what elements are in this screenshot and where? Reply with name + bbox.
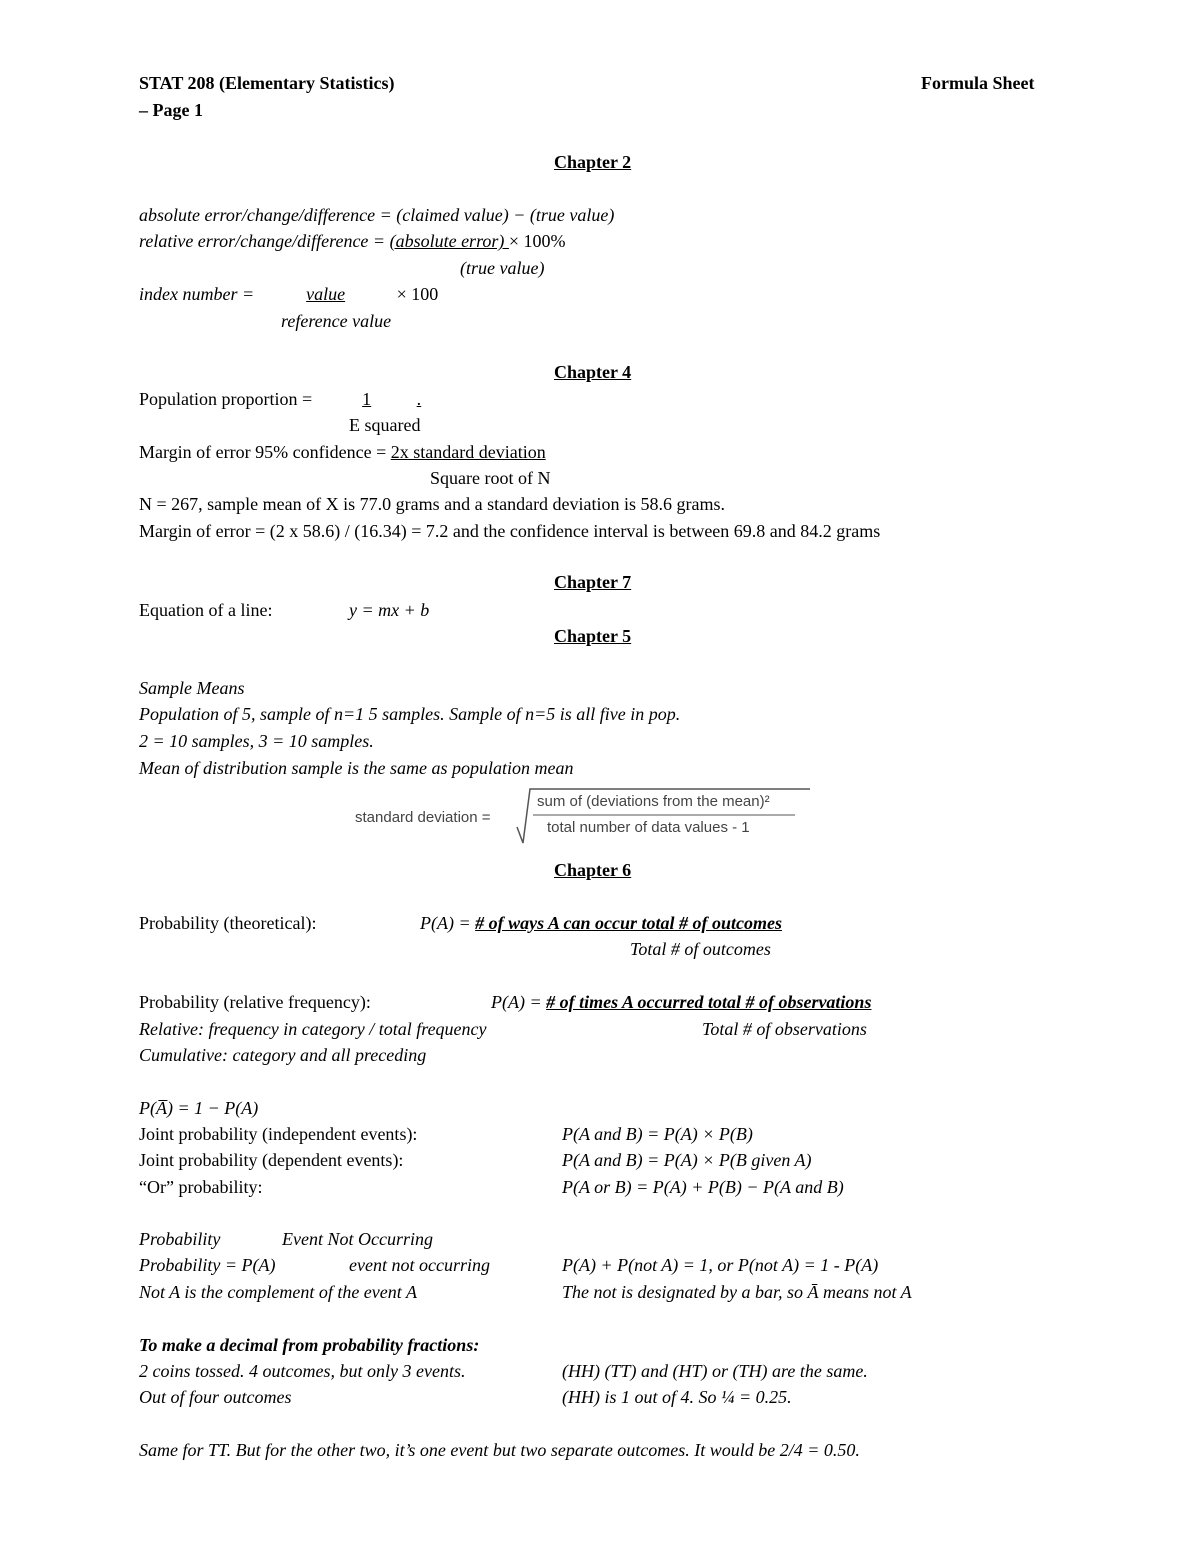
document-title: STAT 208 (Elementary Statistics) [139,73,395,93]
probability-column-heading: Probability [139,1229,221,1249]
coins-line-2b: (HH) is 1 out of 4. So ¼ = 0.25. [562,1387,792,1407]
index-number-numerator: value [306,284,346,304]
relative-error-lhs: relative error/change/difference = [139,231,390,251]
theoretical-probability-numerator: # of ways A can occur total # of outcomes [475,913,782,933]
relative-error-formula [139,232,566,250]
joint-dependent-label: Joint probability (dependent events): [139,1150,404,1170]
standard-deviation-label: standard deviation = [355,809,491,826]
chapter-5-heading: Chapter 5 [554,626,632,646]
relative-note: Relative: frequency in category / total frequency [139,1019,487,1039]
relative-error-denominator: (true value) [460,258,545,278]
relative-error-numerator: (absolute error) [389,231,509,251]
page-label: – Page 1 [139,100,203,120]
or-probability-formula: P(A or B) = P(A) + P(B) − P(A and B) [562,1177,844,1197]
index-number-multiplier: × 100 [396,284,439,304]
joint-independent-formula: P(A and B) = P(A) × P(B) [562,1124,753,1144]
coins-line-2a: Out of four outcomes [139,1387,292,1407]
population-proportion-formula [139,390,421,408]
probability-row-2c: The not is designated by a bar, so Ā means not A [562,1282,912,1302]
absolute-error-formula: absolute error/change/difference = (claimed value) − (true value) [139,205,615,225]
event-not-occurring-heading: Event Not Occurring [282,1229,433,1249]
margin-of-error-denominator: Square root of N [430,468,551,488]
population-proportion-dot: . [416,389,422,409]
decimal-fractions-heading: To make a decimal from probability fractions: [139,1335,480,1355]
probability-row-1b: event not occurring [349,1255,490,1275]
margin-example-line-1: N = 267, sample mean of X is 77.0 grams and a standard deviation is 58.6 grams. [139,494,726,514]
sample-means-line-3: Mean of distribution sample is the same as population mean [139,758,574,778]
chapter-4-heading: Chapter 4 [554,362,632,382]
line-equation-label: Equation of a line: [139,600,273,620]
formula-sheet-label: Formula Sheet [921,73,1035,93]
coins-line-1a: 2 coins tossed. 4 outcomes, but only 3 events. [139,1361,466,1381]
margin-of-error-lhs: Margin of error 95% confidence = [139,442,391,462]
theoretical-probability-formula [420,914,782,932]
chapter-7-heading: Chapter 7 [554,572,632,592]
index-number-formula [139,285,438,303]
relative-frequency-numerator: # of times A occurred total # of observations [546,992,872,1012]
index-number-denominator: reference value [281,311,392,331]
joint-dependent-formula: P(A and B) = P(A) × P(B given A) [562,1150,812,1170]
cumulative-note: Cumulative: category and all preceding [139,1045,427,1065]
population-proportion-numerator: 1 [362,389,372,409]
coins-line-1b: (HH) (TT) and (HT) or (TH) are the same. [562,1361,868,1381]
margin-of-error-numerator: 2x standard deviation [390,442,546,462]
chapter-2-heading: Chapter 2 [554,152,632,172]
theoretical-probability-denominator: Total # of outcomes [630,939,771,959]
chapter-6-heading: Chapter 6 [554,860,632,880]
relative-frequency-formula [491,993,871,1011]
index-number-lhs: index number = [139,284,259,304]
standard-deviation-numerator: sum of (deviations from the mean)² [537,793,770,810]
relative-frequency-label: Probability (relative frequency): [139,992,371,1012]
theoretical-probability-lhs: P(A) = [420,913,476,933]
probability-row-2a: Not A is the complement of the event A [139,1282,417,1302]
relative-error-multiplier: × 100% [508,231,566,251]
population-proportion-lhs: Population proportion = [139,389,317,409]
probability-row-1a: Probability = P(A) [139,1255,276,1275]
coins-line-3: Same for TT. But for the other two, it’s one event but two separate outcomes. It would be 2/4 = 0.50. [139,1440,860,1460]
standard-deviation-formula-image [355,785,815,847]
theoretical-probability-label: Probability (theoretical): [139,913,317,933]
sample-means-heading: Sample Means [139,678,245,698]
margin-example-line-2: Margin of error = (2 x 58.6) / (16.34) = 7.2 and the confidence interval is between 69.8 and 84.2 grams [139,521,881,541]
complement-formula: P(A̅) = 1 − P(A) [139,1098,259,1118]
margin-of-error-formula [139,443,546,461]
relative-frequency-denominator: Total # of observations [702,1019,867,1039]
standard-deviation-denominator: total number of data values - 1 [547,819,750,836]
sample-means-line-1: Population of 5, sample of n=1 5 samples. Sample of n=5 is all five in pop. [139,704,681,724]
line-equation: y = mx + b [349,600,430,620]
joint-independent-label: Joint probability (independent events): [139,1124,418,1144]
relative-frequency-lhs: P(A) = [491,992,547,1012]
population-proportion-denominator: E squared [349,415,421,435]
or-probability-label: “Or” probability: [139,1177,263,1197]
probability-row-1c: P(A) + P(not A) = 1, or P(not A) = 1 - P(A) [562,1255,879,1275]
sample-means-line-2: 2 = 10 samples, 3 = 10 samples. [139,731,374,751]
